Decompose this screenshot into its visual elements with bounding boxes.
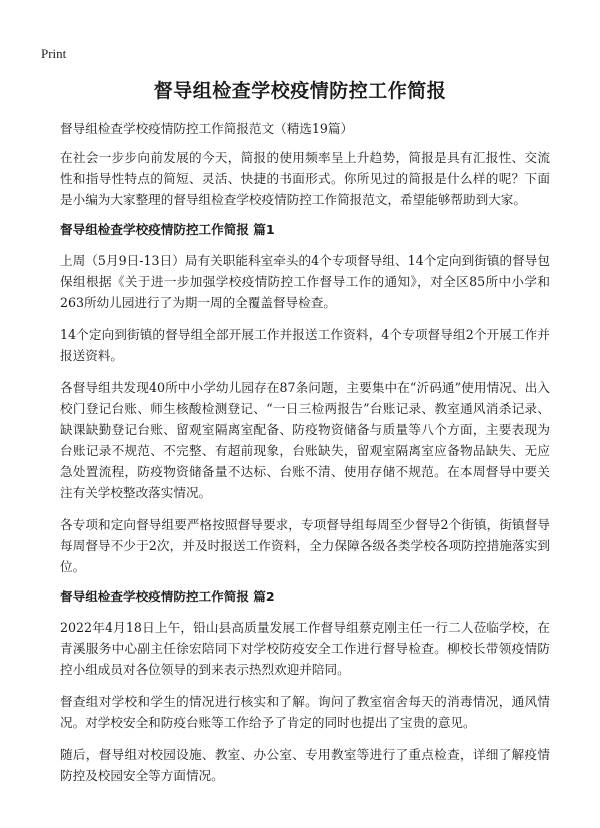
print-link[interactable]: Print [41, 46, 67, 61]
document-subtitle: 督导组检查学校疫情防控工作简报范文（精选19篇） [60, 121, 354, 136]
article-body [60, 120, 550, 797]
body-paragraph: 2022年4月18日上午，铅山县高质量发展工作督导组蔡克刚主任一行二人莅临学校，在青溪服务中心副主任徐宏陪同下对学校防疫安全工作进行督导检查。柳校长带领疫情防控小组成员对各位领导的到来表示热烈欢迎并陪同。 [60, 620, 550, 677]
intro-paragraph: 在社会一步步向前发展的今天，简报的使用频率呈上升趋势，简报是具有汇报性、交流性和指导性特点的简短、灵活、快捷的书面形式。你所见过的简报是什么样的呢？下面是小编为大家整理的督导组检查学校疫情防控工作简报范文，希望能够帮助到大家。 [60, 150, 550, 207]
section-heading: 督导组检查学校疫情防控工作简报 篇1 [60, 222, 275, 237]
body-paragraph: 14个定向到街镇的督导组全部开展工作并报送工作资料，4个专项督导组2个开展工作并报送资料。 [60, 327, 550, 363]
page-title: 督导组检查学校疫情防控工作简报 [153, 80, 447, 102]
body-paragraph: 各专项和定向督导组要严格按照督导要求，专项督导组每周至少督导2个街镇，街镇督导每周督导不少于2次，并及时报送工作资料，全力保障各级各类学校各项防控措施落实到位。 [60, 517, 550, 574]
body-paragraph: 各督导组共发现40所中小学幼儿园存在87条问题，主要集中在“沂码通”使用情况、出入校门登记台账、师生核酸检测登记、“一日三检两报告”台账记录、教室通风消杀记录、缺课缺勤登记台账、留观室隔离室配备、防疫物资储备与质量等八个方面，主要表现为台账记录不规范、不完整、有超前现象，台账缺失，留观室隔离室应备物品缺失、无应急处置流程，防疫物资储备量不达标、台账不清、使用存储不规范。在本周督导中要关注有关学校整改落实情况。 [60, 380, 550, 500]
body-paragraph: 随后，督导组对校园设施、教室、办公室、专用教室等进行了重点检查，详细了解疫情防控及校园安全等方面情况。 [60, 747, 550, 783]
body-paragraph: 上周（5月9日-13日）局有关职能科室牵头的4个专项督导组、14个定向到街镇的督导包保组根据《关于进一步加强学校疫情防控工作督导工作的通知》，对全区85所中小学和263所幼儿园进行了为期一周的全覆盖督导检查。 [60, 253, 550, 310]
section-heading: 督导组检查学校疫情防控工作简报 篇2 [60, 589, 275, 604]
body-paragraph: 督查组对学校和学生的情况进行核实和了解。询问了教室宿舍每天的消毒情况，通风情况。对学校安全和防疫台账等工作给予了肯定的同时也提出了宝贵的意见。 [60, 694, 550, 730]
